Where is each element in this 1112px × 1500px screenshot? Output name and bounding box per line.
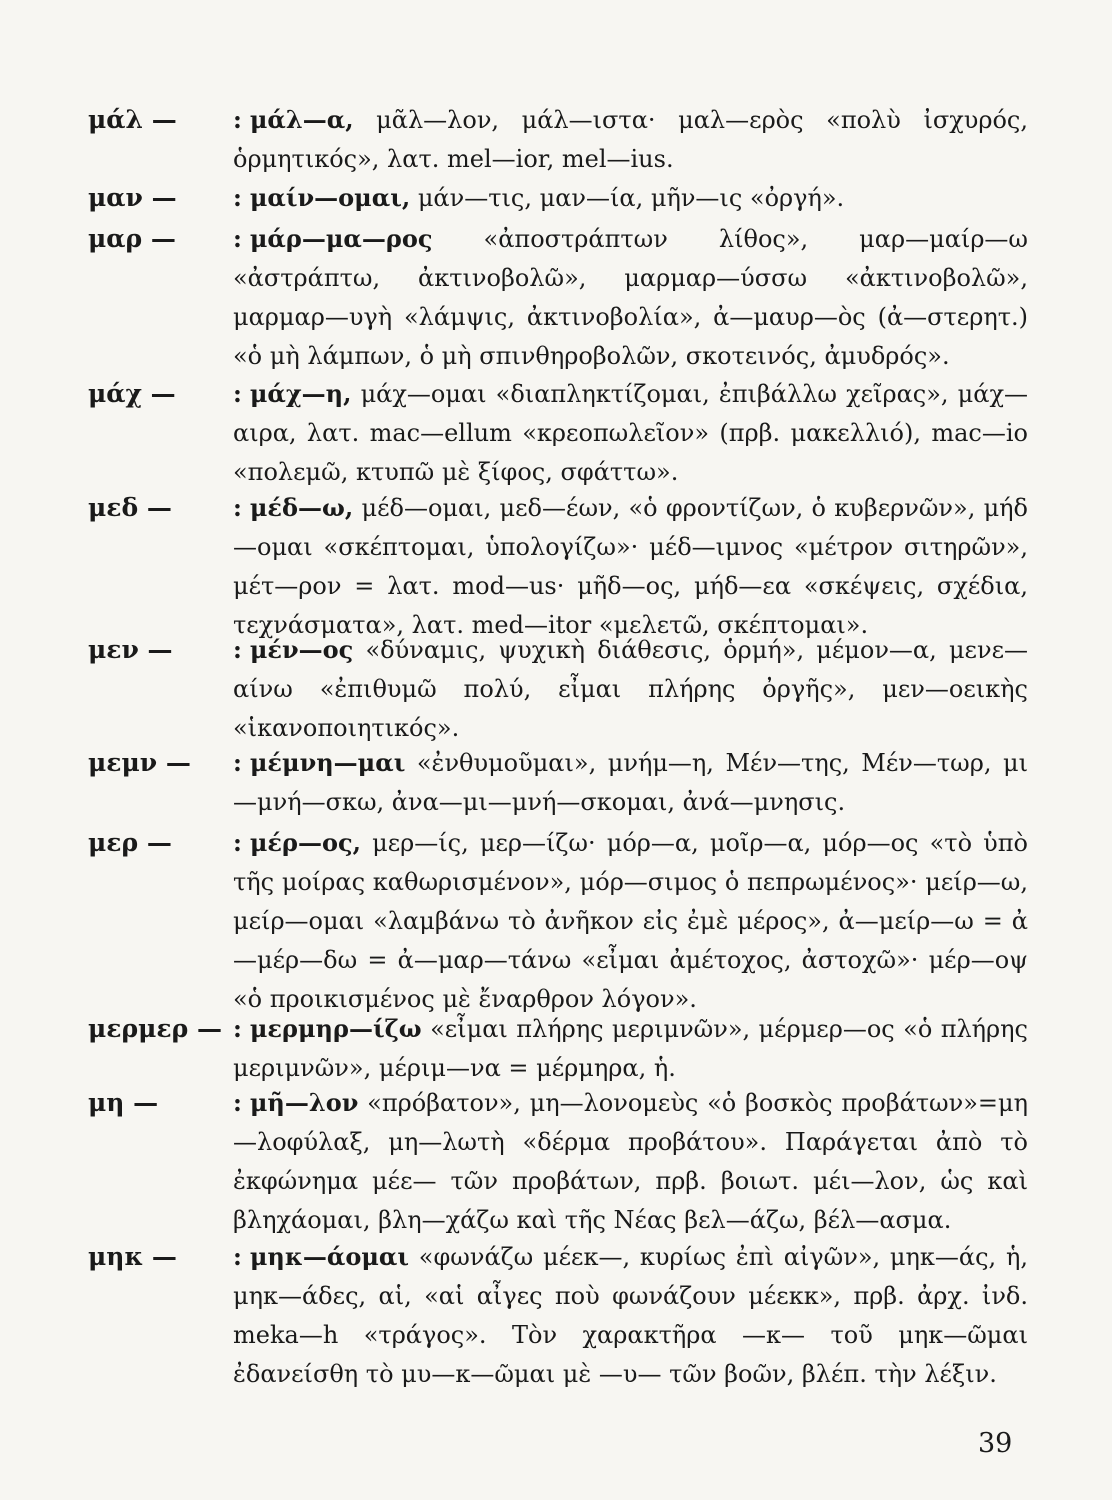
entry-root: μη — — [88, 1088, 159, 1117]
entry-body: : μηκ—άομαι «φωνάζω μέεκ—, κυρίως ἐπὶ αἰγῶν», μηκ—άς, ἡ, μηκ—άδες, αἱ, «αἱ αἶγες ποὺ φωνάζουν μέεκκ», πρβ. ἀρχ. ἰνδ. meka—h «τράγος». Τὸν χαρακτῆρα —κ— τοῦ μηκ—ῶμαι ἐδανείσθη τὸ μυ—κ—ῶμαι μὲ —υ— τῶν βοῶν, βλέπ. τὴν λέξιν. — [233, 1242, 1028, 1388]
entry-me — [88, 1083, 1028, 1240]
entry-root: μεμν — — [88, 748, 191, 777]
entry-body: : μάλ—α, μᾶλ—λον, μάλ—ιστα· μαλ—ερὸς «πολὺ ἰσχυρός, ὁρμητικός», λατ. mel—ior, mel—ius. — [233, 105, 1028, 173]
entry-root: μερ — — [88, 828, 172, 857]
entry-headword: μάχ—η, — [249, 379, 352, 408]
entry-text: «φωνάζω μέεκ—, κυρίως ἐπὶ αἰγῶν», μηκ—άς, ἡ, μηκ—άδες, αἱ, «αἱ αἶγες ποὺ φωνάζουν μέεκκ», πρβ. ἀρχ. ἰνδ. meka—h «τράγος». Τὸν χαρακτῆρα —κ— τοῦ μηκ—ῶμαι ἐδανείσθη τὸ μυ—κ—ῶμαι μὲ —υ— τῶν βοῶν, βλέπ. τὴν λέξιν. — [233, 1243, 1028, 1388]
entry-mer — [88, 823, 1028, 1019]
entry-headword: μάλ—α, — [249, 105, 354, 134]
entry-headword: μερμηρ—ίζω — [249, 1014, 422, 1043]
entry-body: : μερμηρ—ίζω «εἶμαι πλήρης μεριμνῶν», μέρμερ—ος «ὁ πλήρης μεριμνῶν», μέριμ—να = μέρμηρα, ἡ. — [233, 1014, 1028, 1082]
entry-text: «δύναμις, ψυχικὴ διάθεσις, ὁρμή», μέμον—α, μενε—αίνω «ἐπιθυμῶ πολύ, εἶμαι πλήρης ὀργῆς», μεν—οεικὴς «ἱκανοποιητικός». — [233, 636, 1029, 742]
entry-root: μηκ — — [88, 1242, 177, 1271]
entry-root: μεν — — [88, 635, 173, 664]
entry-men — [88, 630, 1028, 748]
entry-body: : μέρ—ος, μερ—ίς, μερ—ίζω· μόρ—α, μοῖρ—α, μόρ—ος «τὸ ὑπὸ τῆς μοίρας καθωρισμένον», μόρ—σιμος ὁ πεπρωμένος»· μείρ—ω, μείρ—ομαι «λαμβάνω τὸ ἀνῆκον εἰς ἐμὲ μέρος», ἀ—μείρ—ω = ἀ—μέρ—δω = ἀ—μαρ—τάνω «εἶμαι ἀμέτοχος, ἀστοχῶ»· μέρ—οψ «ὁ προικισμένος μὲ ἔναρθρον λόγον». — [233, 828, 1028, 1013]
entry-body: : μαίν—ομαι, μάν—τις, μαν—ία, μῆν—ις «ὀργή». — [233, 183, 845, 212]
entry-headword: μάρ—μα—ρος — [249, 224, 433, 253]
entry-root: μερμερ — — [88, 1014, 222, 1043]
entry-text: «ἐνθυμοῦμαι», μνήμ—η, Μέν—της, Μέν—τωρ, μι—μνή—σκω, ἀνα—μι—μνή—σκομαι, ἀνά—μνησις. — [233, 749, 1028, 816]
entry-body: : μῆ—λον «πρόβατον», μη—λονομεὺς «ὁ βοσκὸς προβάτων»=μη—λοφύλαξ, μη—λωτὴ «δέρμα προβάτου». Παράγεται ἀπὸ τὸ ἐκφώνημα μέε— τῶν προβάτων, πρβ. βοιωτ. μέι—λον, ὡς καὶ βληχάομαι, βλη—χάζω καὶ τῆς Νέας βελ—άζω, βέλ—ασμα. — [233, 1088, 1028, 1234]
entry-text: μέδ—ομαι, μεδ—έων, «ὁ φροντίζων, ὁ κυβερνῶν», μήδ—ομαι «σκέπτομαι, ὑπολογίζω»· μέδ—ιμνος «μέτρον σιτηρῶν», μέτ—ρον = λατ. mod—us· μῆδ—ος, μήδ—εα «σκέψεις, σχέδια, τεχνάσματα», λατ. med—itor «μελετῶ, σκέπτομαι». — [233, 494, 1029, 639]
entry-body: : μέν—ος «δύναμις, ψυχικὴ διάθεσις, ὁρμή», μέμον—α, μενε—αίνω «ἐπιθυμῶ πολύ, εἶμαι πλήρης ὀργῆς», μεν—οεικὴς «ἱκανοποιητικός». — [233, 635, 1029, 742]
entry-text: «ἀποστράπτων λίθος», μαρ—μαίρ—ω «ἀστράπτω, ἀκτινοβολῶ», μαρμαρ—ύσσω «ἀκτινοβολῶ», μαρμαρ—υγὴ «λάμψις, ἀκτινοβολία», ἀ—μαυρ—ὸς (ἀ—στερητ.) «ὁ μὴ λάμπων, ὁ μὴ σπινθηροβολῶν, σκοτεινός, ἀμυδρός». — [233, 225, 1028, 370]
entry-headword: μῆ—λον — [249, 1088, 359, 1117]
entry-mermer — [88, 1009, 1028, 1088]
entry-text: μάν—τις, μαν—ία, μῆν—ις «ὀργή». — [417, 184, 845, 212]
entry-mal — [88, 100, 1028, 179]
entry-body: : μάχ—η, μάχ—ομαι «διαπληκτίζομαι, ἐπιβάλλω χεῖρας», μάχ—αιρα, λατ. mac—ellum «κρεοπωλεῖον» (πρβ. μακελλιό), mac—io «πολεμῶ, κτυπῶ μὲ ξίφος, σφάττω». — [233, 379, 1028, 486]
entry-root: μαρ — — [88, 224, 176, 253]
entry-root: μάχ — — [88, 379, 176, 408]
entry-headword: μέν—ος — [249, 635, 354, 664]
entry-text: μερ—ίς, μερ—ίζω· μόρ—α, μοῖρ—α, μόρ—ος «τὸ ὑπὸ τῆς μοίρας καθωρισμένον», μόρ—σιμος ὁ πεπρωμένος»· μείρ—ω, μείρ—ομαι «λαμβάνω τὸ ἀνῆκον εἰς ἐμὲ μέρος», ἀ—μείρ—ω = ἀ—μέρ—δω = ἀ—μαρ—τάνω «εἶμαι ἀμέτοχος, ἀστοχῶ»· μέρ—οψ «ὁ προικισμένος μὲ ἔναρθρον λόγον». — [233, 829, 1028, 1013]
entry-headword: μηκ—άομαι — [249, 1242, 409, 1271]
entry-mar — [88, 219, 1028, 376]
entry-text: μάχ—ομαι «διαπληκτίζομαι, ἐπιβάλλω χεῖρας», μάχ—αιρα, λατ. mac—ellum «κρεοπωλεῖον» (πρβ. μακελλιό), mac—io «πολεμῶ, κτυπῶ μὲ ξίφος, σφάττω». — [233, 380, 1028, 486]
entry-headword: μέρ—ος, — [249, 828, 361, 857]
entry-root: μάλ — — [88, 105, 177, 134]
entry-body: : μέμνη—μαι «ἐνθυμοῦμαι», μνήμ—η, Μέν—της, Μέν—τωρ, μι—μνή—σκω, ἀνα—μι—μνή—σκομαι, ἀνά—μνησις. — [233, 748, 1028, 816]
entry-headword: μέδ—ω, — [249, 493, 354, 522]
entry-text: μᾶλ—λον, μάλ—ιστα· μαλ—ερὸς «πολὺ ἰσχυρός, ὁρμητικός», λατ. mel—ior, mel—ius. — [233, 106, 1028, 173]
entry-mek — [88, 1237, 1028, 1394]
entry-root: μαν — — [88, 183, 177, 212]
entry-headword: μέμνη—μαι — [249, 748, 406, 777]
entry-memn — [88, 743, 1028, 822]
entry-body: : μάρ—μα—ρος «ἀποστράπτων λίθος», μαρ—μαίρ—ω «ἀστράπτω, ἀκτινοβολῶ», μαρμαρ—ύσσω «ἀκτινοβολῶ», μαρμαρ—υγὴ «λάμψις, ἀκτινοβολία», ἀ—μαυρ—ὸς (ἀ—στερητ.) «ὁ μὴ λάμπων, ὁ μὴ σπινθηροβολῶν, σκοτεινός, ἀμυδρός». — [233, 224, 1028, 370]
entry-body: : μέδ—ω, μέδ—ομαι, μεδ—έων, «ὁ φροντίζων, ὁ κυβερνῶν», μήδ—ομαι «σκέπτομαι, ὑπολογίζω»· μέδ—ιμνος «μέτρον σιτηρῶν», μέτ—ρον = λατ. mod—us· μῆδ—ος, μήδ—εα «σκέψεις, σχέδια, τεχνάσματα», λατ. med—itor «μελετῶ, σκέπτομαι». — [233, 493, 1029, 639]
entry-headword: μαίν—ομαι, — [249, 183, 411, 212]
entry-med — [88, 488, 1028, 645]
page-number: 39 — [978, 1428, 1013, 1459]
entry-root: μεδ — — [88, 493, 172, 522]
entry-text: «πρόβατον», μη—λονομεὺς «ὁ βοσκὸς προβάτων»=μη—λοφύλαξ, μη—λωτὴ «δέρμα προβάτου». Παράγεται ἀπὸ τὸ ἐκφώνημα μέε— τῶν προβάτων, πρβ. βοιωτ. μέι—λον, ὡς καὶ βληχάομαι, βλη—χάζω καὶ τῆς Νέας βελ—άζω, βέλ—ασμα. — [233, 1089, 1028, 1234]
entry-mach — [88, 374, 1028, 492]
entry-text: «εἶμαι πλήρης μεριμνῶν», μέρμερ—ος «ὁ πλήρης μεριμνῶν», μέριμ—να = μέρμηρα, ἡ. — [233, 1015, 1028, 1082]
entry-man — [88, 178, 1028, 218]
